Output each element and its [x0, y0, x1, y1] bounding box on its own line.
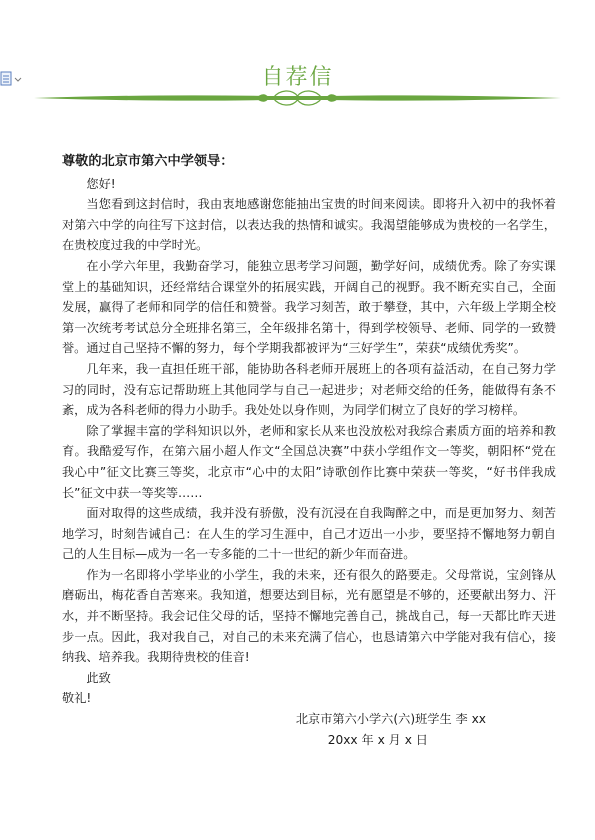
paragraph: 除了掌握丰富的学科知识以外，老师和家长从来也没放松对我综合素质方面的培养和教育。我酷爱写作，在第六届小超人作文“全国总决赛”中获小学组作文一等奖，朝阳杯“党在我心中”征文比赛三等奖，北京市“心中的太阳”诗歌创作比赛中荣获一等奖，“好书伴我成长”征文中获一等奖等…… [62, 423, 556, 500]
salutation: 尊敬的北京市第六中学领导： [62, 154, 234, 169]
paragraph: 当您看到这封信时，我由衷地感谢您能抽出宝贵的时间来阅读。即将升入初中的我怀着对第六中学的向往写下这封信，以表达我的热情和诚实。我渴望能够成为贵校的一名学生，在贵校度过我的中学时光。 [62, 197, 556, 253]
date: 20xx 年 x 月 x 日 [327, 732, 428, 747]
greeting: 您好! [86, 176, 116, 191]
paragraph: 在小学六年里，我勤奋学习，能独立思考学习问题，勤学好问，成绩优秀。除了夯实课堂上的基础知识，还经常结合课堂外的拓展实践，开阔自己的视野。我不断充实自己，全面发展，赢得了老师和同学的信任和赞誉。我学习刻苦，敢于攀登，其中，六年级上学期全校第一次统考考试总分全班排名第三，全年级排名第十，得到学校领导、老师、同学的一致赞誉。通过自己坚持不懈的努力，每个学期我都被评为“三好学生”，荣获“成绩优秀奖”。 [62, 258, 556, 356]
paragraph: 作为一名即将小学毕业的小学生，我的未来，还有很久的路要走。父母常说，宝剑锋从磨砺出，梅花香自苦寒来。我知道，想要达到目标，光有愿望是不够的，还要献出努力、汗水，并不断坚持。我会记住父母的话，坚持不懈地完善自己，挑战自己，每一天都比昨天进步一点。因此，我对我自己，对自己的未来充满了信心，也恳请第六中学能对我有信心，接纳我、培养我。我期待贵校的佳音! [62, 567, 556, 665]
letter-body [62, 152, 556, 750]
ornament-divider [30, 90, 565, 106]
paragraph: 面对取得的这些成绩，我并没有骄傲，没有沉浸在自我陶醉之中，而是更加努力、刻苦地学习，时刻告诫自己：在人生的学习生涯中，自己才迈出一小步，要坚持不懈地努力朝自己的人生目标—成为一名一专多能的二十一世纪的新少年而奋进。 [62, 506, 556, 562]
closing-line: 此致 [86, 670, 111, 685]
paragraph: 几年来，我一直担任班干部，能协助各科老师开展班上的各项有益活动，在自己努力学习的同时，没有忘记帮助班上其他同学与自己一起进步；对老师交给的任务，能做得有条不紊，成为各科老师的得力小助手。我处处以身作则，为同学们树立了良好的学习榜样。 [62, 361, 556, 418]
letter-title: 自荐信 [261, 65, 334, 90]
closing-salute: 敬礼! [62, 691, 92, 706]
signature: 北京市第六小学六(六)班学生 李 xx [295, 712, 486, 727]
